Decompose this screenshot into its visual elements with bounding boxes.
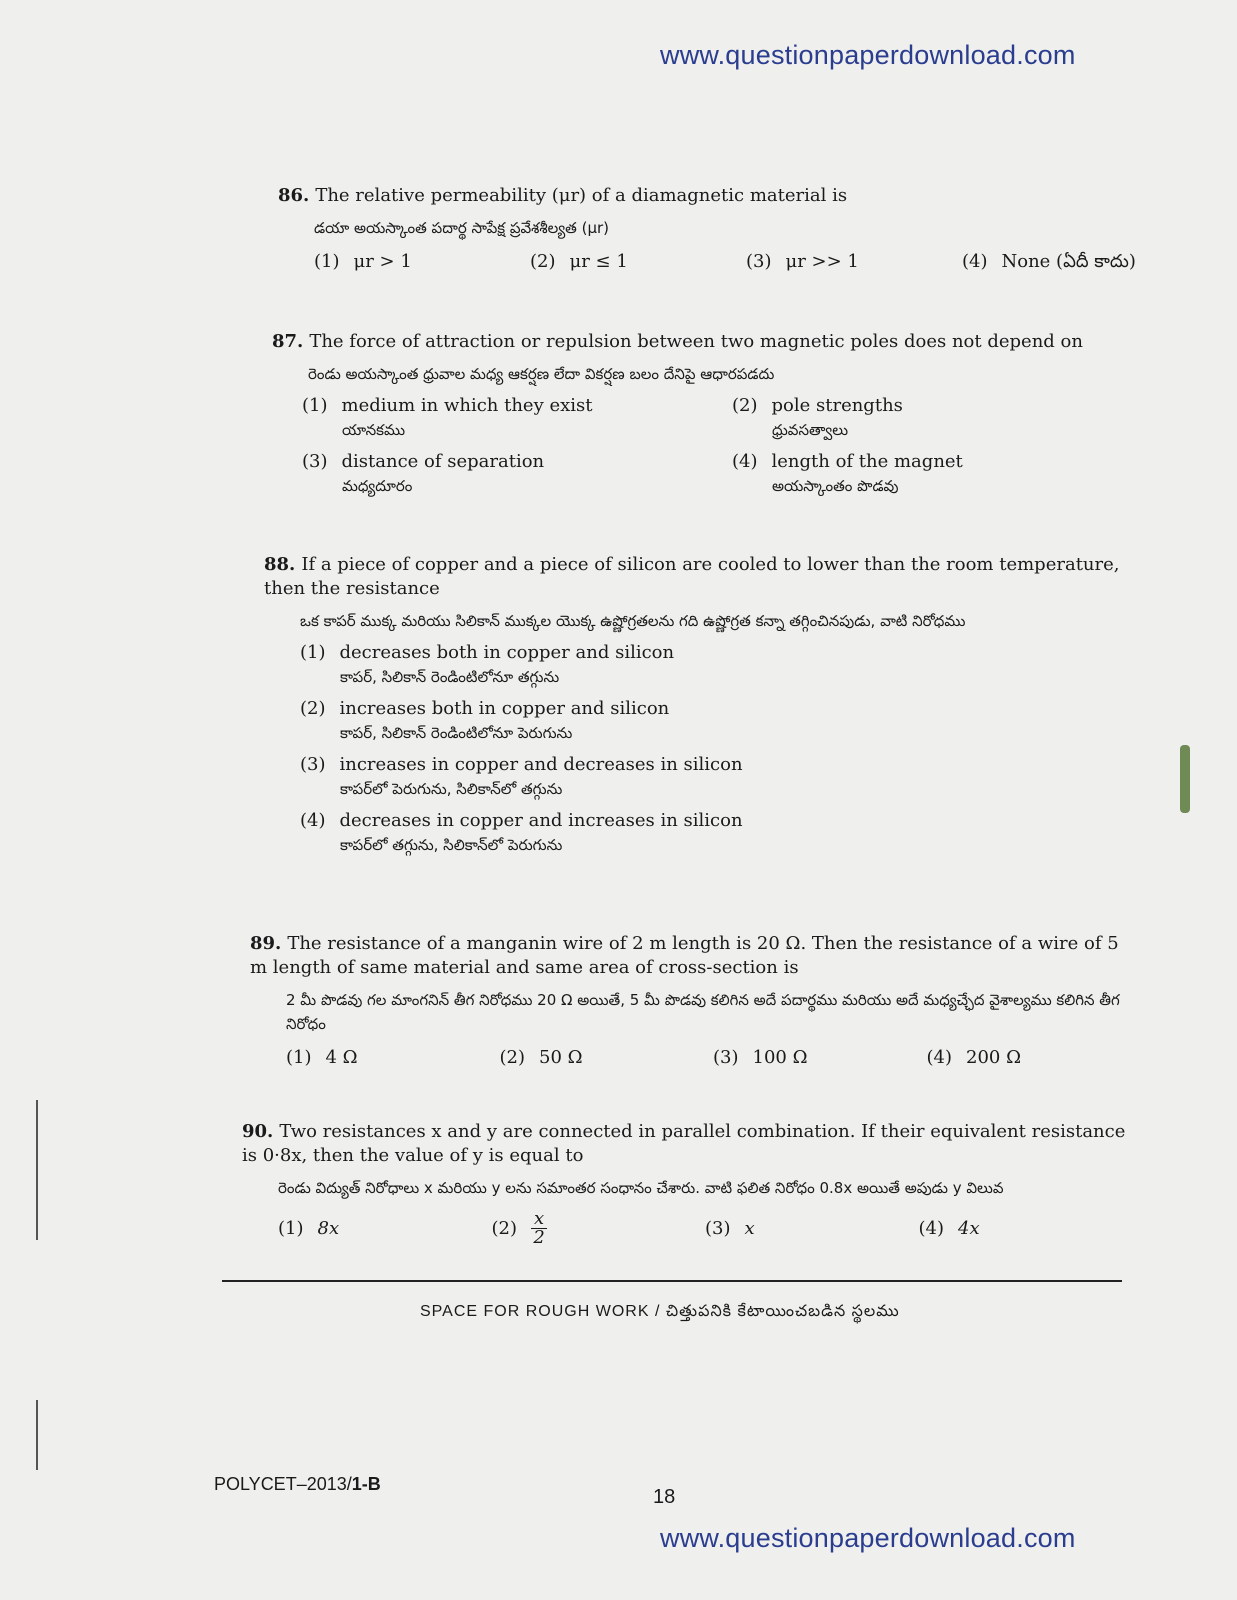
option-1: (1) 4 Ω — [286, 1047, 358, 1068]
question-87 — [272, 330, 1102, 498]
scan-mark — [36, 1100, 38, 1240]
scan-mark — [36, 1400, 38, 1470]
option-4: (4) 4x — [918, 1217, 980, 1239]
question-text-en: The relative permeability (μr) of a diamagnetic material is — [315, 185, 848, 206]
option-4: (4) 200 Ω — [926, 1047, 1022, 1068]
question-text-en: If a piece of copper and a piece of silicon are cooled to lower than the room temperature, then the resistance — [264, 554, 1120, 599]
question-number: 87. — [272, 331, 304, 352]
options-list — [264, 641, 1149, 857]
option-2: (2) $\frac{x}{2}$ — [492, 1210, 706, 1247]
option-3: (3) μr >> 1 — [746, 251, 859, 272]
rough-work-label: SPACE FOR ROUGH WORK / చిత్తుపనికి కేటాయించబడిన స్థలము — [420, 1303, 900, 1320]
option-2: (2) pole strengths ధ్రువసత్వాలు — [732, 395, 903, 439]
rough-work-divider — [222, 1280, 1122, 1282]
options-row — [242, 1210, 1132, 1247]
page-number: 18 — [653, 1486, 676, 1508]
question-text-en: Two resistances x and y are connected in parallel combination. If their equivalent resistance is 0·8x, then the value of y is equal to — [242, 1121, 1126, 1166]
question-88 — [264, 553, 1149, 865]
question-number: 86. — [278, 185, 310, 206]
option-2: (2) μr ≤ 1 — [530, 251, 628, 272]
question-text-te: రెండు విద్యుత్ నిరోధాలు x మరియు y లను సమాంతర సంధానం చేశారు. వాటి ఫలిత నిరోధం 0.8x అయితే అపుడు y విలువ — [278, 1179, 1004, 1197]
option-3: (3) 100 Ω — [713, 1047, 808, 1068]
fraction: $\frac{x}{2}$ — [531, 1210, 547, 1247]
option-2: (2) increases both in copper and silicon కాపర్, సిలికాన్ రెండింటిలోనూ పెరుగును — [300, 698, 670, 742]
question-text-en: The force of attraction or repulsion between two magnetic poles does not depend on — [309, 331, 1083, 352]
question-text-te: రెండు అయస్కాంత ధ్రువాల మధ్య ఆకర్షణ లేదా వికర్షణ బలం దేనిపై ఆధారపడదు — [308, 365, 775, 383]
question-text-te: డయా అయస్కాంత పదార్థ సాపేక్ష ప్రవేశశీల్యత (μr) — [314, 219, 610, 237]
question-text-te: ఒక కాపర్ ముక్క మరియు సిలికాన్ ముక్కల యొక్క ఉష్ణోగ్రతలను గది ఉష్ణోగ్రత కన్నా తగ్గించినపుడు, వాటి నిరోధము — [300, 612, 966, 630]
options-row — [278, 250, 1178, 274]
option-4: (4) length of the magnet అయస్కాంతం పొడవు — [732, 451, 963, 495]
options-row — [250, 1046, 1140, 1070]
watermark-top: www.questionpaperdownload.com — [660, 40, 1076, 70]
option-3: (3) distance of separation మధ్యదూరం — [302, 451, 545, 495]
option-1: (1) 8x — [278, 1217, 340, 1239]
option-2: (2) 50 Ω — [499, 1047, 583, 1068]
option-1: (1) decreases both in copper and silicon కాపర్, సిలికాన్ రెండింటిలోనూ తగ్గును — [300, 642, 675, 686]
question-text-te: 2 మీ పొడవు గల మాంగనిన్ తీగ నిరోధము 20 Ω అయితే, 5 మీ పొడవు కలిగిన అదే పదార్థము మరియు అదే మధ్యచ్ఛేద వైశాల్యము కలిగిన తీగ నిరోధం — [286, 991, 1120, 1033]
question-90 — [242, 1120, 1132, 1247]
paper-code: POLYCET–2013/1-B — [214, 1474, 381, 1494]
option-3: (3) increases in copper and decreases in silicon కాపర్‌లో పెరుగును, సిలికాన్‌లో తగ్గును — [300, 754, 743, 798]
option-4: (4) None (ఏదీ కాదు) — [962, 251, 1136, 272]
watermark-bottom: www.questionpaperdownload.com — [660, 1523, 1076, 1553]
question-text-en: The resistance of a manganin wire of 2 m length is 20 Ω. Then the resistance of a wire of 5 m length of same material and same area of cross-section is — [250, 933, 1119, 978]
option-1: (1) μr > 1 — [314, 251, 412, 272]
option-4: (4) decreases in copper and increases in silicon కాపర్‌లో తగ్గును, సిలికాన్‌లో పెరుగును — [300, 810, 743, 854]
page-tab-mark — [1180, 745, 1190, 813]
question-86 — [278, 184, 1178, 274]
question-number: 89. — [250, 933, 282, 954]
question-89 — [250, 932, 1140, 1070]
options-grid — [272, 394, 1102, 498]
question-number: 88. — [264, 554, 296, 575]
question-number: 90. — [242, 1121, 274, 1142]
option-1: (1) medium in which they exist యానకము — [302, 395, 593, 439]
option-3: (3) x — [705, 1217, 755, 1239]
